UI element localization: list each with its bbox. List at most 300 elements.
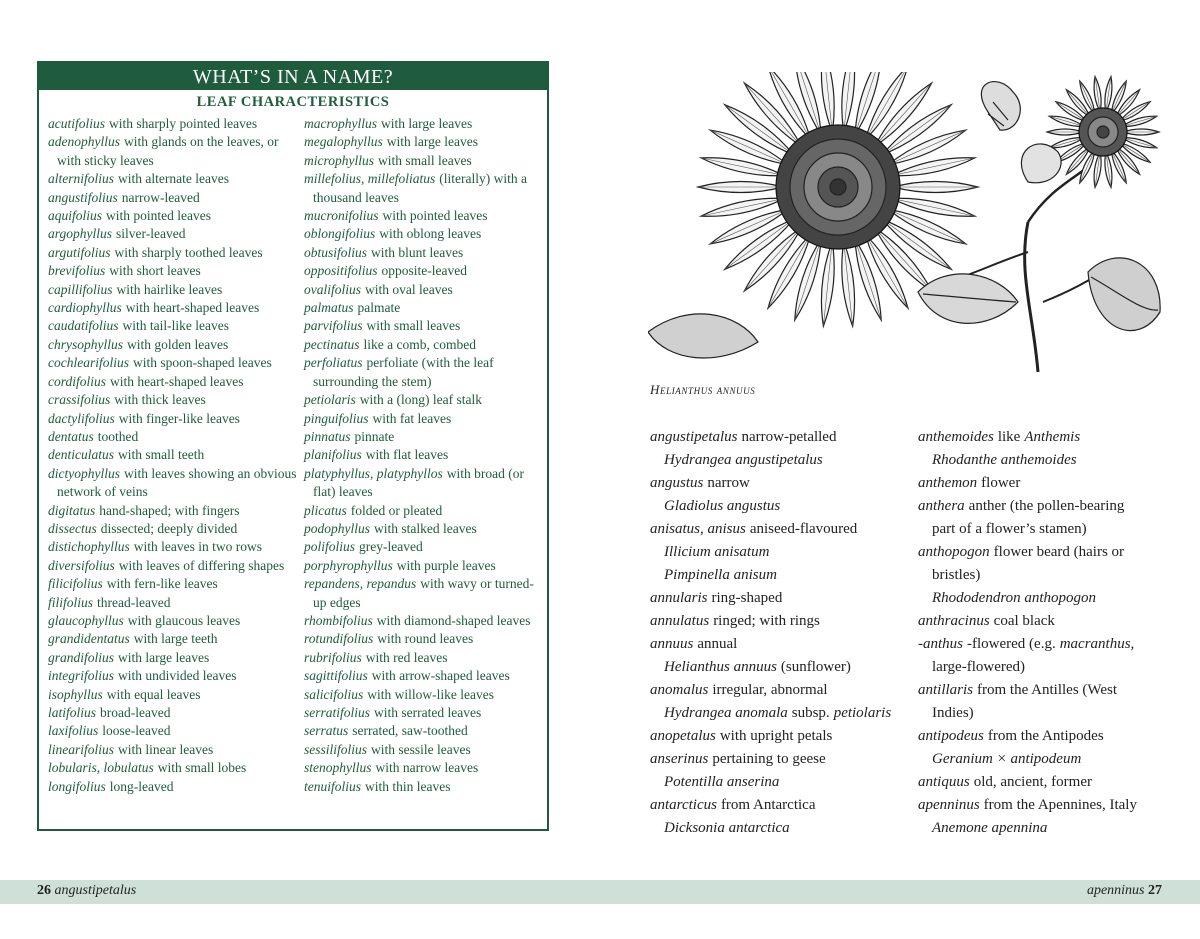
glossary-term: platyphyllus, platyphyllos: [304, 465, 443, 481]
entry-term: antiquus: [918, 774, 970, 790]
main-entry: [918, 725, 1188, 748]
glossary-definition: with diamond-shaped leaves: [376, 612, 531, 628]
glossary-definition: with undivided leaves: [118, 668, 237, 684]
example-species: Hydrangea angustipetalus: [664, 452, 823, 468]
glossary-column-left: [48, 115, 298, 796]
glossary-term: integrifolius: [48, 668, 115, 684]
glossary-definition: thread-leaved: [97, 594, 171, 610]
glossary-definition: with small teeth: [118, 447, 205, 463]
glossary-entry: [48, 722, 298, 740]
glossary-definition: with large leaves: [386, 134, 478, 150]
glossary-definition: with leaves showing an obvious network of veins: [57, 465, 297, 500]
example-species: Rhododendron anthopogon: [932, 590, 1097, 606]
entry-term: anthopogon: [918, 544, 990, 560]
main-entry: [650, 426, 910, 449]
glossary-entry: [48, 520, 298, 538]
glossary-entry: [48, 428, 298, 446]
entry-definition: narrow: [707, 475, 750, 491]
glossary-entry: [48, 225, 298, 243]
glossary-definition: with wavy or turned-up edges: [313, 576, 534, 610]
glossary-definition: with small lobes: [157, 760, 247, 776]
entry-term: antipodeus: [918, 728, 984, 744]
glossary-entry: [48, 262, 298, 280]
box-title: WHAT’S IN A NAME?: [39, 63, 547, 90]
glossary-entry: [48, 778, 298, 796]
entry-definition: narrow-petalled: [741, 429, 837, 445]
glossary-entry: [48, 502, 298, 520]
species-name: Helianthus annuus: [664, 659, 777, 675]
glossary-term: oblongifolius: [304, 226, 376, 242]
running-head-right: apenninus: [1086, 883, 1145, 898]
glossary-entry: [304, 538, 544, 556]
entry-term: apenninus: [918, 797, 980, 813]
glossary-entry: [48, 299, 298, 317]
glossary-entry: [304, 704, 544, 722]
glossary-entry: [304, 354, 544, 391]
main-entry: [650, 518, 910, 541]
glossary-entry: [48, 281, 298, 299]
main-entry: [918, 472, 1188, 495]
glossary-term: sagittifolius: [304, 668, 368, 684]
petal: [842, 72, 855, 132]
glossary-entry: [304, 281, 544, 299]
entry-term: annuus: [650, 636, 694, 652]
glossary-definition: with finger-like leaves: [118, 410, 240, 426]
entry-continuation: Indies): [932, 705, 974, 721]
glossary-entry: [304, 557, 544, 575]
glossary-term: angustifolius: [48, 189, 118, 205]
glossary-entry: [48, 317, 298, 335]
glossary-definition: with leaves in two rows: [133, 539, 262, 555]
example-species: Pimpinella anisum: [664, 567, 777, 583]
glossary-term: alternifolius: [48, 171, 115, 187]
main-column-left: [650, 426, 910, 840]
glossary-entry: [304, 741, 544, 759]
glossary-definition: dissected; deeply divided: [100, 520, 238, 536]
entry-definition-italic: macranthus,: [1059, 636, 1135, 652]
glossary-definition: with spoon-shaped leaves: [133, 355, 272, 371]
glossary-definition: with flat leaves: [365, 447, 449, 463]
glossary-entry: [48, 189, 298, 207]
glossary-term: crassifolius: [48, 392, 111, 408]
glossary-definition: grey-leaved: [359, 539, 423, 555]
glossary-column-right: [304, 115, 544, 796]
main-entry: [650, 633, 910, 656]
glossary-term: linearifolius: [48, 741, 115, 757]
illustration-caption: Helianthus annuus: [650, 382, 756, 397]
glossary-definition: with small leaves: [378, 152, 472, 168]
entry-term: anthera: [918, 498, 965, 514]
glossary-definition: pinnate: [354, 428, 395, 444]
example-species: Gladiolus angustus: [664, 498, 781, 514]
glossary-term: grandidentatus: [48, 631, 130, 647]
entry-definition: -flowered (e.g.: [967, 636, 1056, 652]
example-species: Anemone apennina: [932, 820, 1048, 836]
glossary-definition: with large leaves: [118, 649, 210, 665]
glossary-definition: with arrow-shaped leaves: [371, 668, 510, 684]
glossary-term: capillifolius: [48, 281, 113, 297]
glossary-entry: [304, 133, 544, 151]
glossary-term: filifolius: [48, 594, 94, 610]
entry-term: anisatus, anisus: [650, 521, 746, 537]
glossary-entry: [304, 446, 544, 464]
glossary-term: argophyllus: [48, 226, 112, 242]
glossary-definition: with hairlike leaves: [116, 281, 223, 297]
main-column-right: [918, 426, 1188, 840]
glossary-definition: hand-shaped; with fingers: [99, 502, 240, 518]
entry-definition: ring-shaped: [711, 590, 783, 606]
glossary-term: parvifolius: [304, 318, 363, 334]
petal: [821, 72, 834, 132]
glossary-entry: [304, 262, 544, 280]
glossary-definition: like a comb, combed: [363, 336, 476, 352]
page-number-left: 26: [37, 883, 51, 898]
example-species: [650, 702, 910, 725]
entry-definition: from the Antipodes: [987, 728, 1104, 744]
glossary-entry: [304, 502, 544, 520]
glossary-term: cardiophyllus: [48, 300, 122, 316]
glossary-definition: with fat leaves: [372, 410, 452, 426]
glossary-definition: with tail-like leaves: [122, 318, 229, 334]
main-entry: [918, 633, 1188, 656]
main-entry: [650, 794, 910, 817]
glossary-term: microphyllus: [304, 152, 374, 168]
glossary-term: laxifolius: [48, 723, 99, 739]
glossary-term: tenuifolius: [304, 778, 361, 794]
glossary-term: rubrifolius: [304, 649, 362, 665]
glossary-entry: [48, 612, 298, 630]
glossary-entry: [304, 336, 544, 354]
glossary-definition: perfoliate (with the leaf surrounding the stem): [313, 355, 494, 389]
glossary-definition: with heart-shaped leaves: [110, 373, 244, 389]
entry-definition: flower beard (hairs or: [993, 544, 1125, 560]
glossary-entry: [48, 759, 298, 777]
main-entry: [650, 725, 910, 748]
glossary-term: adenophyllus: [48, 134, 120, 150]
glossary-entry: [304, 612, 544, 630]
running-head-left: angustipetalus: [54, 883, 137, 898]
entry-definition: with upright petals: [719, 728, 833, 744]
glossary-term: brevifolius: [48, 263, 106, 279]
glossary-definition: with equal leaves: [106, 686, 201, 702]
glossary-entry: [304, 244, 544, 262]
glossary-term: pinguifolius: [304, 410, 369, 426]
glossary-term: pinnatus: [304, 428, 351, 444]
glossary-term: repandens, repandus: [304, 576, 417, 592]
glossary-term: podophyllus: [304, 520, 370, 536]
glossary-definition: with broad (or flat) leaves: [313, 465, 524, 500]
glossary-term: planifolius: [304, 447, 362, 463]
glossary-entry: [304, 170, 544, 207]
entry-definition: coal black: [993, 613, 1055, 629]
glossary-term: macrophyllus: [304, 116, 377, 131]
glossary-entry: [48, 207, 298, 225]
main-entry: [918, 495, 1188, 518]
entry-definition: annual: [697, 636, 738, 652]
glossary-term: petiolaris: [304, 392, 356, 408]
glossary-definition: loose-leaved: [102, 723, 171, 739]
glossary-entry: [48, 557, 298, 575]
entry-term: angustus: [650, 475, 704, 491]
entry-term: antillaris: [918, 682, 974, 698]
glossary-definition: with pointed leaves: [382, 208, 488, 224]
glossary-definition: with sharply pointed leaves: [109, 116, 258, 131]
glossary-term: serratus: [304, 723, 349, 739]
glossary-definition: with oblong leaves: [379, 226, 482, 242]
glossary-term: cochlearifolius: [48, 355, 129, 371]
glossary-term: caudatifolius: [48, 318, 119, 334]
footer-right: [1087, 883, 1162, 899]
glossary-term: dentatus: [48, 428, 94, 444]
entry-definition-italic: Anthemis: [1024, 429, 1081, 445]
entry-definition: anther (the pollen-bearing: [968, 498, 1125, 514]
glossary-term: cordifolius: [48, 373, 107, 389]
glossary-term: acutifolius: [48, 116, 105, 131]
glossary-definition: with sharply toothed leaves: [114, 244, 263, 260]
glossary-definition: with fern-like leaves: [106, 576, 218, 592]
glossary-definition: with pointed leaves: [106, 208, 211, 224]
glossary-definition: with glands on the leaves, or with sticky leaves: [57, 134, 279, 168]
entry-continuation: large-flowered): [932, 659, 1026, 675]
glossary-term: digitatus: [48, 502, 96, 518]
glossary-definition: with alternate leaves: [118, 171, 229, 187]
glossary-term: diversifolius: [48, 557, 115, 573]
entry-term: angustipetalus: [650, 429, 738, 445]
glossary-definition: broad-leaved: [100, 705, 171, 720]
glossary-entry: [48, 391, 298, 409]
glossary-entry: [304, 299, 544, 317]
glossary-entry: [48, 170, 298, 188]
glossary-term: oppositifolius: [304, 263, 378, 279]
glossary-term: chrysophyllus: [48, 336, 123, 352]
entry-continuation: part of a flower’s stamen): [932, 521, 1087, 537]
glossary-definition: with purple leaves: [396, 557, 496, 573]
glossary-entry: [48, 465, 298, 502]
example-species: Dicksonia antarctica: [664, 820, 790, 836]
glossary-entry: [48, 649, 298, 667]
glossary-definition: with round leaves: [377, 631, 474, 647]
glossary-definition: with glaucous leaves: [127, 612, 241, 628]
glossary-definition: with red leaves: [365, 649, 448, 665]
glossary-entry: [48, 354, 298, 372]
glossary-term: grandifolius: [48, 649, 115, 665]
entry-term: anthracinus: [918, 613, 990, 629]
entry-definition: from the Apennines, Italy: [983, 797, 1137, 813]
main-entry: [918, 426, 1188, 449]
main-entry: [918, 771, 1188, 794]
glossary-definition: with small leaves: [366, 318, 461, 334]
glossary-definition: with leaves of differing shapes: [118, 557, 285, 573]
glossary-entry: [48, 538, 298, 556]
glossary-entry: [304, 722, 544, 740]
glossary-term: latifolius: [48, 705, 97, 720]
glossary-term: sessilifolius: [304, 741, 368, 757]
glossary-definition: with oval leaves: [365, 281, 453, 297]
glossary-entry: [304, 317, 544, 335]
glossary-definition: with large leaves: [381, 116, 473, 131]
glossary-term: salicifolius: [304, 686, 364, 702]
glossary-term: dictyophyllus: [48, 465, 120, 481]
entry-definition: from the Antilles (West: [977, 682, 1118, 698]
glossary-entry: [48, 704, 298, 722]
glossary-term: glaucophyllus: [48, 612, 124, 628]
glossary-definition: with sessile leaves: [371, 741, 471, 757]
glossary-term: aquifolius: [48, 208, 103, 224]
glossary-term: megalophyllus: [304, 134, 383, 150]
glossary-term: porphyrophyllus: [304, 557, 393, 573]
glossary-definition: folded or pleated: [350, 502, 443, 518]
glossary-entry: [304, 428, 544, 446]
glossary-definition: with thick leaves: [114, 392, 206, 408]
example-species: Geranium × antipodeum: [932, 751, 1082, 767]
glossary-definition: with golden leaves: [127, 336, 229, 352]
entry-term: anthemon: [918, 475, 978, 491]
glossary-term: millefolius, millefoliatus: [304, 171, 436, 187]
main-entry: [650, 587, 910, 610]
entry-term: annulatus: [650, 613, 710, 629]
subspecies-name: petiolaris: [833, 705, 892, 721]
glossary-definition: long-leaved: [109, 778, 174, 794]
species-note: (sunflower): [780, 659, 851, 675]
glossary-entry: [48, 594, 298, 612]
entry-definition: old, ancient, former: [973, 774, 1092, 790]
glossary-definition: with narrow leaves: [375, 760, 479, 776]
main-entry: [918, 794, 1188, 817]
main-entry: [650, 679, 910, 702]
page-footer: [0, 880, 1200, 904]
glossary-term: rhombifolius: [304, 612, 373, 628]
sunflower-illustration: [648, 72, 1164, 372]
glossary-entry: [48, 630, 298, 648]
entry-definition: ringed; with rings: [713, 613, 820, 629]
glossary-term: denticulatus: [48, 447, 114, 463]
entry-term: anomalus: [650, 682, 709, 698]
glossary-definition: with a (long) leaf stalk: [359, 392, 482, 408]
footer-left: [37, 883, 136, 899]
glossary-term: rotundifolius: [304, 631, 374, 647]
glossary-term: longifolius: [48, 778, 106, 794]
glossary-definition: toothed: [97, 428, 139, 444]
glossary-term: argutifolius: [48, 244, 111, 260]
glossary-entry: [304, 391, 544, 409]
glossary-definition: palmate: [357, 300, 401, 316]
glossary-entry: [304, 649, 544, 667]
glossary-entry: [48, 446, 298, 464]
entry-definition: irregular, abnormal: [712, 682, 828, 698]
glossary-definition: silver-leaved: [116, 226, 186, 242]
example-species: [650, 656, 910, 679]
glossary-definition: with heart-shaped leaves: [125, 300, 260, 316]
glossary-entry: [304, 520, 544, 538]
glossary-term: distichophyllus: [48, 539, 130, 555]
glossary-entry: [304, 410, 544, 428]
species-name: Hydrangea anomala: [664, 705, 788, 721]
main-entry: [918, 541, 1188, 564]
entry-definition: from Antarctica: [720, 797, 816, 813]
glossary-term: palmatus: [304, 300, 354, 316]
glossary-entry: [48, 667, 298, 685]
glossary-term: filicifolius: [48, 576, 103, 592]
main-entry: [918, 610, 1188, 633]
whats-in-a-name-box: [37, 61, 549, 831]
entry-definition: pertaining to geese: [712, 751, 826, 767]
glossary-definition: with thin leaves: [365, 778, 451, 794]
entry-term: -anthus: [918, 636, 963, 652]
glossary-definition: with stalked leaves: [374, 520, 477, 536]
glossary-definition: narrow-leaved: [121, 189, 200, 205]
main-entry: [650, 610, 910, 633]
entry-continuation: bristles): [932, 567, 981, 583]
glossary-entry: [48, 133, 298, 170]
glossary-entry: [48, 336, 298, 354]
glossary-definition: with linear leaves: [118, 741, 214, 757]
glossary-definition: serrated, saw-toothed: [352, 723, 468, 739]
glossary-term: mucronifolius: [304, 208, 379, 224]
glossary-term: plicatus: [304, 502, 347, 518]
glossary-definition: opposite-leaved: [381, 263, 467, 279]
glossary-definition: with short leaves: [109, 263, 201, 279]
entry-definition: aniseed-flavoured: [749, 521, 858, 537]
glossary-term: lobularis, lobulatus: [48, 760, 154, 776]
glossary-entry: [48, 410, 298, 428]
glossary-term: dissectus: [48, 520, 97, 536]
glossary-term: pectinatus: [304, 336, 360, 352]
glossary-term: isophyllus: [48, 686, 103, 702]
glossary-entry: [304, 225, 544, 243]
glossary-entry: [304, 686, 544, 704]
glossary-entry: [48, 686, 298, 704]
entry-term: anthemoides: [918, 429, 994, 445]
glossary-definition: with serrated leaves: [374, 705, 482, 720]
glossary-definition: (literally) with a thousand leaves: [313, 171, 527, 205]
entry-term: antarcticus: [650, 797, 717, 813]
glossary-entry: [304, 465, 544, 502]
main-entry: [918, 679, 1188, 702]
glossary-entry: [48, 575, 298, 593]
glossary-entry: [48, 741, 298, 759]
box-subtitle: LEAF CHARACTERISTICS: [196, 94, 390, 110]
glossary-entry: [48, 373, 298, 391]
glossary-entry: [304, 667, 544, 685]
glossary-term: dactylifolius: [48, 410, 115, 426]
glossary-definition: with willow-like leaves: [367, 686, 494, 702]
page-number-right: 27: [1148, 883, 1162, 898]
glossary-term: polifolius: [304, 539, 356, 555]
glossary-entry: [304, 152, 544, 170]
species-rank: subsp.: [791, 705, 830, 721]
entry-definition: like: [997, 429, 1021, 445]
entry-definition: flower: [981, 475, 1021, 491]
example-species: Rhodanthe anthemoides: [932, 452, 1077, 468]
glossary-definition: with blunt leaves: [371, 244, 464, 260]
glossary-entry: [304, 575, 544, 612]
glossary-entry: [304, 778, 544, 796]
main-entry: [650, 472, 910, 495]
glossary-term: perfoliatus: [304, 355, 363, 371]
glossary-definition: with large teeth: [133, 631, 218, 647]
glossary-entry: [304, 115, 544, 133]
glossary-entry: [48, 115, 298, 133]
entry-term: anserinus: [650, 751, 709, 767]
glossary-entry: [304, 207, 544, 225]
glossary-term: ovalifolius: [304, 281, 361, 297]
example-species: Potentilla anserina: [664, 774, 780, 790]
glossary-term: obtusifolius: [304, 244, 368, 260]
example-species: Illicium anisatum: [664, 544, 770, 560]
glossary-entry: [304, 630, 544, 648]
glossary-term: serratifolius: [304, 705, 371, 720]
main-entry: [650, 748, 910, 771]
